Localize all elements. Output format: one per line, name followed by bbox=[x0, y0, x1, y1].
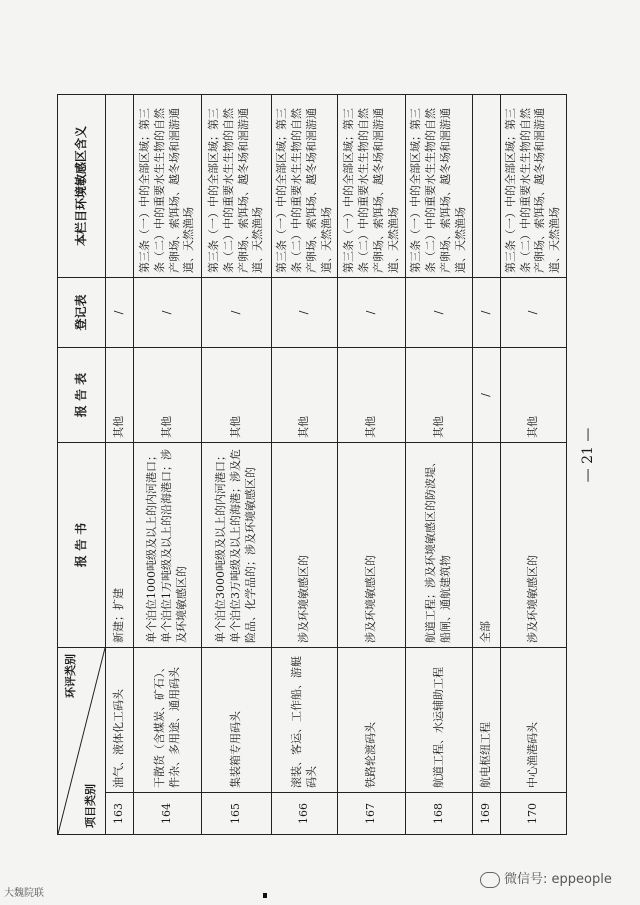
eia-classification-table bbox=[57, 94, 567, 835]
table-row bbox=[134, 95, 202, 835]
row-number: 167 bbox=[338, 793, 406, 835]
table-row bbox=[338, 95, 406, 835]
row-report-form: 其他 bbox=[202, 348, 272, 443]
row-number: 165 bbox=[202, 793, 272, 835]
header-report-book: 报 告 书 bbox=[58, 443, 106, 648]
row-sensitive-area: 第三条（一）中的全部区域；第三条（二）中的重要水生生物的自然产卵场、索饵场、越冬场和洄游通道、天然渔场 bbox=[500, 95, 566, 278]
table-row bbox=[272, 95, 338, 835]
row-registration: / bbox=[500, 278, 566, 348]
header-eia-category: 环评类别 bbox=[64, 654, 77, 698]
row-number: 168 bbox=[406, 793, 472, 835]
row-report-form: 其他 bbox=[134, 348, 202, 443]
row-report-book: 全部 bbox=[472, 443, 500, 648]
row-report-book: 涉及环境敏感区的 bbox=[272, 443, 338, 648]
table-row bbox=[472, 95, 500, 835]
row-report-book: 涉及环境敏感区的 bbox=[338, 443, 406, 648]
row-number: 169 bbox=[472, 793, 500, 835]
row-sensitive-area: 第三条（一）中的全部区域；第三条（二）中的重要水生生物的自然产卵场、索饵场、越冬场和洄游通道、天然渔场 bbox=[272, 95, 338, 278]
row-sensitive-area: 第三条（一）中的全部区域；第三条（二）中的重要水生生物的自然产卵场、索饵场、越冬场和洄游通道、天然渔场 bbox=[406, 95, 472, 278]
ink-dot bbox=[263, 893, 267, 898]
row-report-form: 其他 bbox=[338, 348, 406, 443]
row-sensitive-area bbox=[472, 95, 500, 278]
row-category: 航道工程、水运辅助工程 bbox=[406, 648, 472, 793]
watermark-left: 大魏院联 bbox=[4, 888, 44, 899]
row-category: 中心渔港码头 bbox=[500, 648, 566, 793]
row-report-form: 其他 bbox=[272, 348, 338, 443]
table-row bbox=[106, 95, 134, 835]
row-report-form: 其他 bbox=[406, 348, 472, 443]
row-report-book: 单个泊位3000吨级及以上的内河港口；单个泊位3万吨级及以上的海港；涉及危险品、化学品的；涉及环境敏感区的 bbox=[202, 443, 272, 648]
row-report-form: 其他 bbox=[106, 348, 134, 443]
watermark-right-text: 微信号: eppeople bbox=[504, 872, 612, 887]
row-number: 166 bbox=[272, 793, 338, 835]
page-number: — 21 — bbox=[580, 427, 596, 483]
row-registration: / bbox=[134, 278, 202, 348]
row-number: 164 bbox=[134, 793, 202, 835]
table-header-row bbox=[58, 95, 106, 835]
header-registration-form: 登记表 bbox=[58, 278, 106, 348]
table-row bbox=[202, 95, 272, 835]
row-category: 滚装、客运、工作船、游艇码头 bbox=[272, 648, 338, 793]
table-row bbox=[406, 95, 472, 835]
header-project-category: 项目类别 bbox=[84, 784, 98, 828]
header-sensitive-area: 本栏目环境敏感区含义 bbox=[58, 95, 106, 278]
row-category: 油气、液体化工码头 bbox=[106, 648, 134, 793]
header-report-form: 报 告 表 bbox=[58, 348, 106, 443]
row-registration: / bbox=[202, 278, 272, 348]
row-registration: / bbox=[472, 278, 500, 348]
row-registration: / bbox=[338, 278, 406, 348]
row-report-book: 航道工程；涉及环境敏感区的防波堤、船闸、通航建筑物 bbox=[406, 443, 472, 648]
row-number: 170 bbox=[500, 793, 566, 835]
row-category: 航电枢纽工程 bbox=[472, 648, 500, 793]
row-sensitive-area: 第三条（一）中的全部区域；第三条（二）中的重要水生生物的自然产卵场、索饵场、越冬场和洄游通道、天然渔场 bbox=[202, 95, 272, 278]
row-registration: / bbox=[272, 278, 338, 348]
watermark-right bbox=[480, 868, 612, 888]
row-sensitive-area: 第三条（一）中的全部区域；第三条（二）中的重要水生生物的自然产卵场、索饵场、越冬场和洄游通道、天然渔场 bbox=[134, 95, 202, 278]
row-registration: / bbox=[406, 278, 472, 348]
row-report-book: 新建；扩建 bbox=[106, 443, 134, 648]
table-row bbox=[500, 95, 566, 835]
row-category: 干散货（含煤炭、矿石）、件杂、多用途、通用码头 bbox=[134, 648, 202, 793]
wechat-icon bbox=[480, 872, 500, 888]
header-diagonal-cell bbox=[58, 648, 106, 835]
row-report-form: 其他 bbox=[500, 348, 566, 443]
row-category: 铁路轮渡码头 bbox=[338, 648, 406, 793]
row-report-book: 涉及环境敏感区的 bbox=[500, 443, 566, 648]
row-sensitive-area bbox=[106, 95, 134, 278]
row-report-book: 单个泊位1000吨级及以上的内河港口；单个泊位1万吨级及以上的沿海港口；涉及环境敏感区的 bbox=[134, 443, 202, 648]
row-sensitive-area: 第三条（一）中的全部区域；第三条（二）中的重要水生生物的自然产卵场、索饵场、越冬场和洄游通道、天然渔场 bbox=[338, 95, 406, 278]
row-category: 集装箱专用码头 bbox=[202, 648, 272, 793]
row-number: 163 bbox=[106, 793, 134, 835]
row-registration: / bbox=[106, 278, 134, 348]
row-report-form: / bbox=[472, 348, 500, 443]
